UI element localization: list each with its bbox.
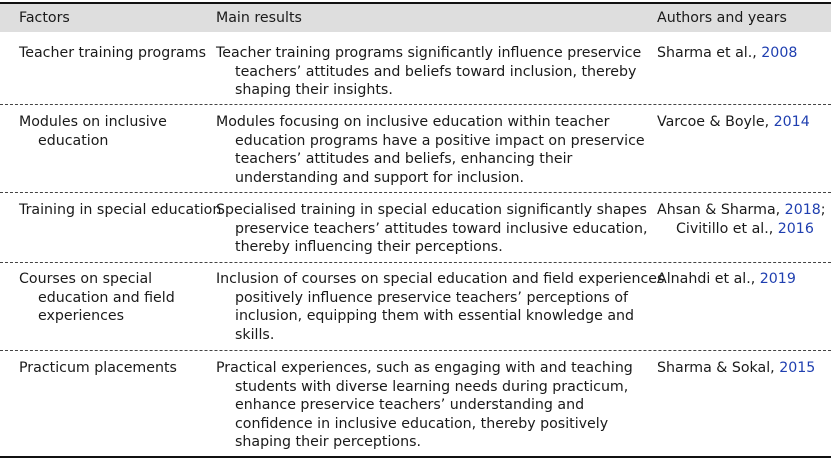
- citation-link-2[interactable]: 2016: [777, 220, 814, 237]
- author-text-2: ; Civitillo et al.,: [676, 202, 826, 237]
- author-text: Sharma et al.,: [657, 45, 762, 61]
- citation-link[interactable]: 2015: [779, 360, 816, 376]
- row-divider: [0, 262, 831, 263]
- header-factors: Factors: [19, 10, 70, 26]
- author-text: Varcoe & Boyle,: [657, 114, 774, 130]
- author-cell: [657, 44, 829, 63]
- table-header: [0, 4, 831, 32]
- row-divider: [0, 104, 831, 105]
- result-cell: Inclusion of courses on special education and field experiences positively influence preservice teachers’ perceptions of inclusion, equipping them with essential knowledge and skills.: [216, 271, 665, 343]
- row-divider: [0, 350, 831, 351]
- result-cell: Teacher training programs significantly influence preservice teachers’ attitudes and beliefs toward inclusion, thereby shaping their insights.: [216, 45, 642, 99]
- result-cell: Practical experiences, such as engaging with and teaching students with diverse learning needs during practicum, enhance preservice teachers’ understanding and confidence in inclusive education, thereby positively shaping their perceptions.: [216, 360, 633, 451]
- row-divider: [0, 192, 831, 193]
- author-text: Ahsan & Sharma,: [657, 202, 785, 218]
- factor-cell: Practicum placements: [19, 360, 177, 376]
- factor-cell: Teacher training programs: [19, 45, 206, 61]
- factor-cell: Modules on inclusive education: [19, 114, 167, 149]
- header-authors-years: Authors and years: [657, 10, 787, 26]
- author-text: Alnahdi et al.,: [657, 271, 760, 287]
- author-cell: [657, 113, 829, 132]
- result-cell: Specialised training in special education significantly shapes preservice teachers’ attitudes toward inclusive education, thereby influencing their perceptions.: [216, 202, 648, 256]
- factor-cell: Courses on special education and field experiences: [19, 271, 175, 325]
- citation-link[interactable]: 2014: [773, 114, 810, 130]
- author-cell: [657, 359, 829, 378]
- header-main-results: Main results: [216, 10, 302, 26]
- citation-link[interactable]: 2019: [759, 271, 796, 287]
- factor-cell: Training in special education: [19, 202, 222, 218]
- citation-link[interactable]: 2018: [784, 202, 821, 218]
- bottom-rule: [0, 456, 831, 458]
- author-cell: [657, 201, 831, 238]
- author-cell: [657, 270, 829, 289]
- result-cell: Modules focusing on inclusive education within teacher education programs have a positive impact on preservice teachers’ attitudes and beliefs, enhancing their understanding and support for inclusion.: [216, 114, 645, 186]
- author-text: Sharma & Sokal,: [657, 360, 780, 376]
- citation-link[interactable]: 2008: [761, 45, 798, 61]
